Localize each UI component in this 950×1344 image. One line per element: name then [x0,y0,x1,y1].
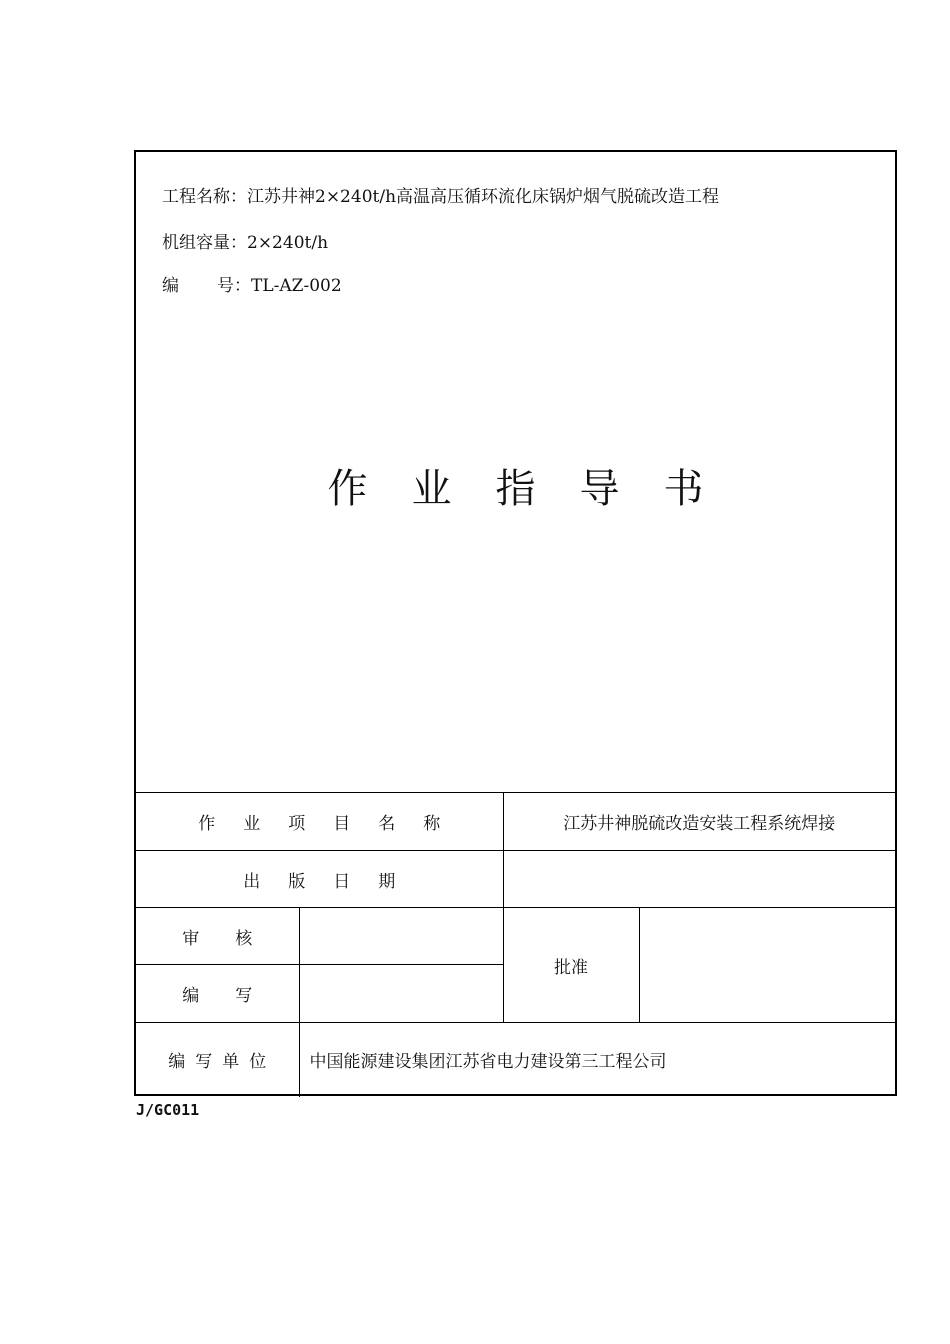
approve-label-cell [503,908,639,1023]
unit-value-cell [299,1023,895,1097]
unit-label: 编写单位 [168,1052,277,1073]
approve-label: 批准 [554,957,588,978]
review-label: 审核 [182,928,289,949]
document-frame [134,150,897,1096]
publish-date-label-cell [136,851,503,908]
publish-date-value-cell [503,851,895,908]
item-name-label-cell [136,793,503,851]
review-label-cell [136,908,299,965]
number-label-first: 编 [162,276,179,296]
approval-table [136,792,895,1097]
project-name-value: 江苏井神2×240t/h高温高压循环流化床锅炉烟气脱硫改造工程 [247,187,720,207]
number-line [162,271,342,296]
capacity-label: 机组容量： [162,233,247,253]
project-name-label: 工程名称： [162,187,247,207]
review-value-cell [299,908,503,965]
document-title: 作业指导书 [327,466,748,512]
number-label-second: 号： [217,276,251,296]
item-name-value-cell [503,793,895,851]
write-label-cell [136,965,299,1023]
write-label: 编写 [182,986,289,1006]
approve-value-cell [639,908,895,1023]
item-name-value: 江苏井神脱硫改造安装工程系统焊接 [563,814,836,834]
capacity-line [162,228,328,253]
publish-date-label: 出版日期 [243,871,424,892]
unit-value: 中国能源建设集团江苏省电力建设第三工程公司 [309,1052,667,1073]
project-name-line [162,182,719,207]
form-code: J/GC011 [136,1101,200,1119]
unit-label-cell [136,1023,299,1097]
number-value: TL-AZ-002 [251,276,342,296]
capacity-value: 2×240t/h [247,233,329,253]
item-name-label: 作业项目名称 [198,814,469,834]
write-value-cell [299,965,503,1023]
